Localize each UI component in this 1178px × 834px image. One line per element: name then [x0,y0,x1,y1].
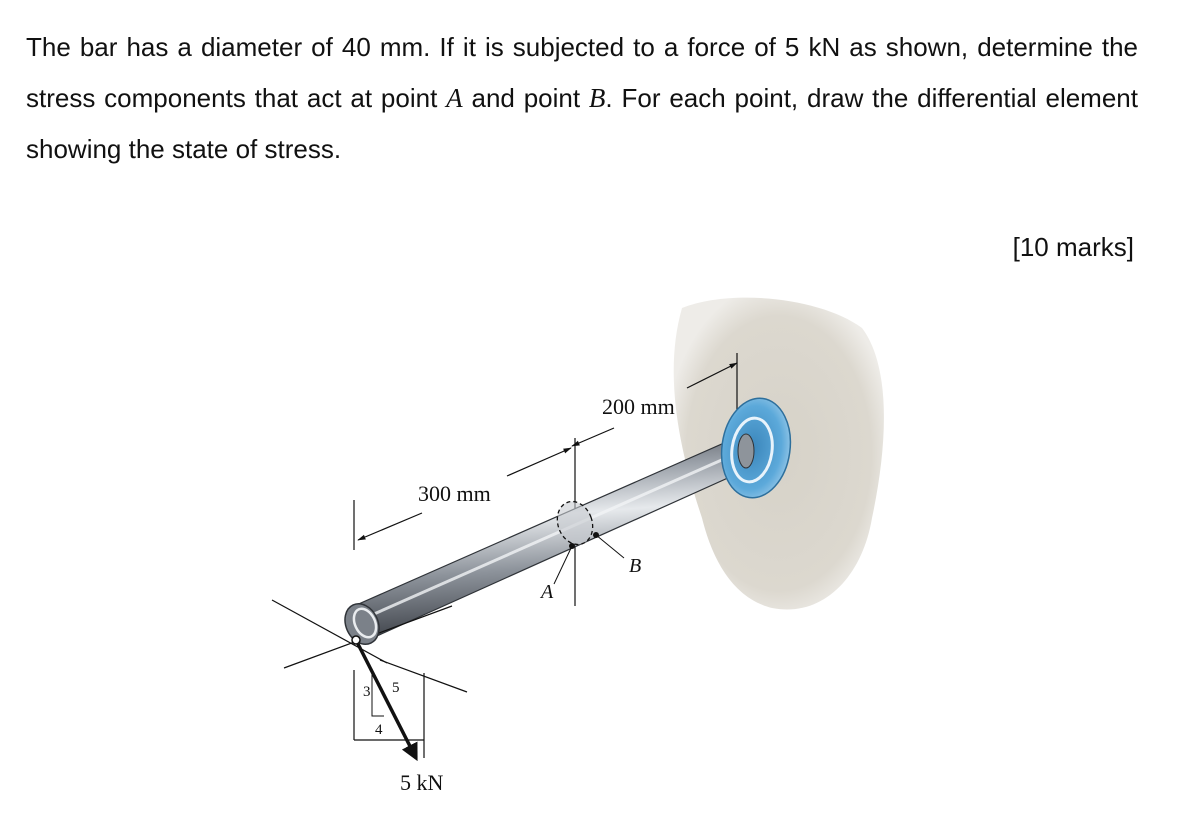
bar-highlight [374,451,742,614]
point-a-ref: A [446,83,463,113]
question-text-part-1: The bar has a diameter of 40 mm. If it is subjected to a force of 5 kN as shown, determine the stress components that act at point [26,32,1138,113]
question-text [26,22,1138,175]
dim-200-line-left [572,428,614,446]
slope-4-label: 4 [375,722,383,738]
point-b-ref: B [588,83,606,113]
slope-3-label: 3 [363,684,371,700]
point-b-label: B [629,555,642,577]
question-text-part-2: and point [462,83,589,113]
force-label: 5 kN [400,770,444,795]
slope-5-label: 5 [392,680,400,696]
dim-300-label: 300 mm [418,481,491,506]
bar-body [354,436,758,640]
dim-300-line-left [358,513,422,540]
question-text-part-3: . For each point, draw the differential element showing the state of stress. [26,83,1138,164]
bar-figure [262,288,902,804]
dim-200-label: 200 mm [602,394,675,419]
load-point [352,636,360,644]
dim-300-line-right [507,448,571,476]
point-b-leader [596,535,624,558]
point-a-label: A [541,581,554,603]
force-arrow [358,644,416,758]
bar-end-cap [738,434,754,468]
marks-label: [10 marks] [1012,232,1134,262]
